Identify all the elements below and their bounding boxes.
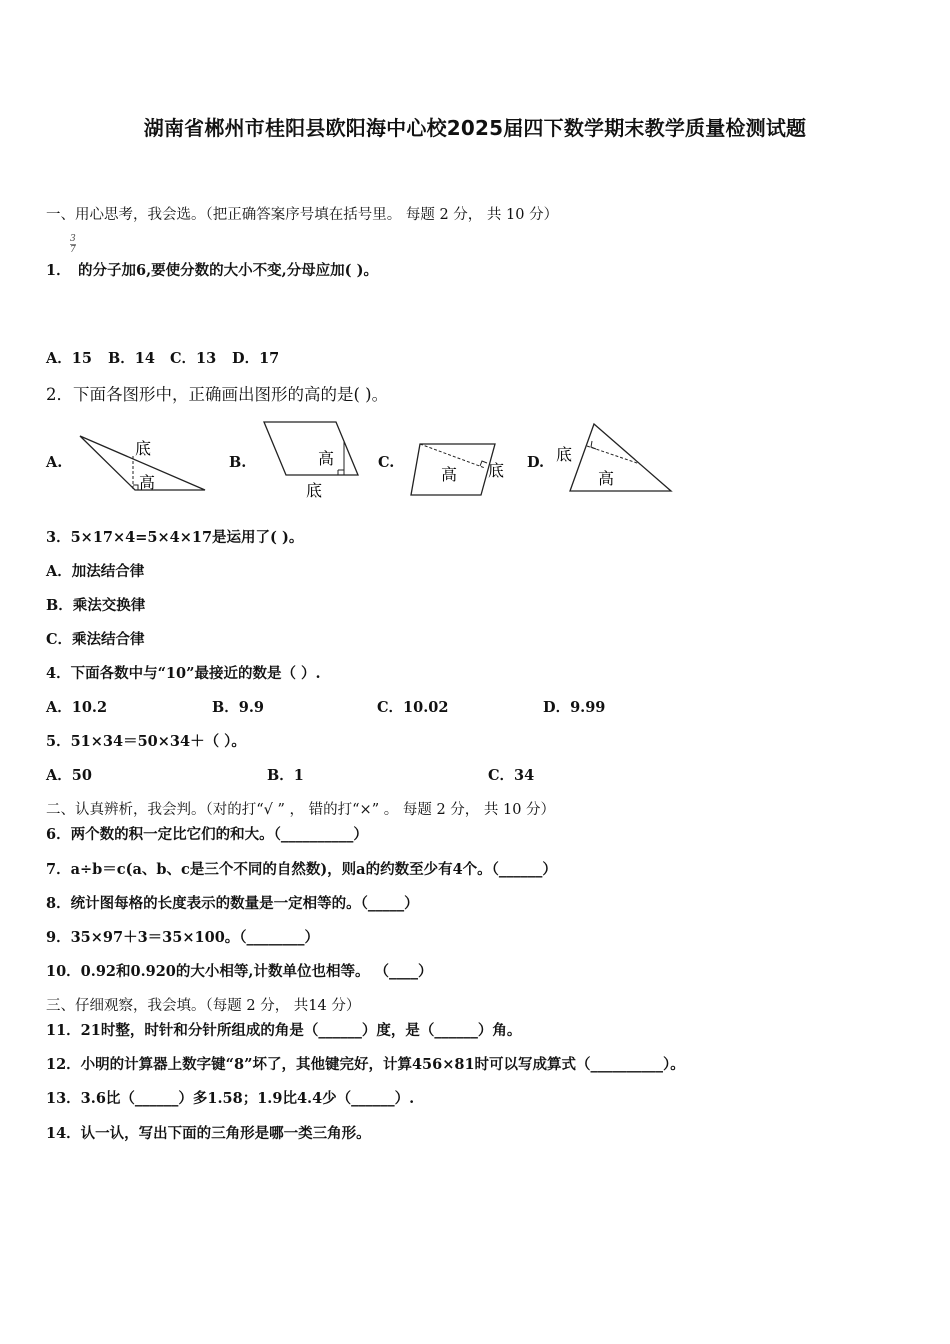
- q3-option-a: A．加法结合律: [46, 563, 145, 580]
- figure-d-base-label: 底: [556, 445, 573, 464]
- q4-option-c: C．10.02: [377, 699, 449, 716]
- figure-c-height-label: 高: [441, 465, 458, 484]
- question-9-text: 9．35×97＋3＝35×100。（________）: [46, 929, 320, 946]
- q1-option-c: C．13: [170, 350, 217, 367]
- q4-option-a: A．10.2: [46, 699, 108, 716]
- q4-option-d: D．9.99: [543, 699, 606, 716]
- question-11-text: 11．21时整，时针和分针所组成的角是（______）度，是（______）角。: [46, 1022, 522, 1039]
- q2-figure-d-triangle: [552, 420, 677, 498]
- figure-d-height-label: 高: [598, 469, 615, 488]
- question-13-text: 13．3.6比（______）多1.58；1.9比4.4少（______）.: [46, 1090, 415, 1107]
- q2-option-a-letter: A.: [46, 454, 63, 471]
- question-14-text: 14．认一认，写出下面的三角形是哪一类三角形。: [46, 1125, 371, 1142]
- question-6-text: 6．两个数的积一定比它们的和大。（__________）: [46, 826, 368, 843]
- question-3-text: 3．5×17×4=5×4×17是运用了( )。: [46, 529, 304, 546]
- question-2-text: 2．下面各图形中，正确画出图形的高的是( )。: [46, 385, 389, 404]
- q2-option-b-letter: B.: [229, 454, 247, 471]
- q1-option-d: D．17: [232, 350, 280, 367]
- q5-option-a: A．50: [46, 767, 92, 784]
- figure-a-height-label: 高: [139, 473, 156, 492]
- figure-a-base-label: 底: [135, 439, 152, 458]
- figure-b-height-label: 高: [318, 449, 335, 468]
- question-8-text: 8．统计图每格的长度表示的数量是一定相等的。（_____）: [46, 895, 419, 912]
- question-12-text: 12．小明的计算器上数字键“8”坏了，其他键完好，计算456×81时可以写成算式（__________）。: [46, 1056, 685, 1073]
- q2-figure-b-parallelogram: [258, 420, 368, 502]
- q5-option-c: C．34: [488, 767, 535, 784]
- q5-option-b: B．1: [267, 767, 304, 784]
- section-2-heading: 二、认真辨析，我会判。（对的打“√ ” ， 错的打“×” 。 每题 2 分， 共 10 分）: [46, 802, 556, 818]
- q2-figure-c-parallelogram: [405, 438, 515, 500]
- question-10-text: 10．0.92和0.920的大小相等,计数单位也相等。 （____）: [46, 963, 433, 980]
- section-1-heading: 一、用心思考，我会选。（把正确答案序号填在括号里。 每题 2 分， 共 10 分）: [46, 207, 559, 223]
- q1-option-b: B．14: [108, 350, 155, 367]
- figure-b-base-label: 底: [306, 481, 323, 500]
- q2-figure-a-triangle: [75, 430, 215, 496]
- question-1-number: 1．: [46, 262, 71, 279]
- q1-option-a: A．15: [46, 350, 92, 367]
- section-3-heading: 三、仔细观察，我会填。（每题 2 分， 共14 分）: [46, 998, 361, 1014]
- question-1-text: 的分子加6,要使分数的大小不变,分母应加( )。: [78, 262, 378, 279]
- fraction-numerator: 3: [70, 234, 76, 244]
- question-7-text: 7．a÷b＝c(a、b、c是三个不同的自然数)，则a的约数至少有4个。（______）: [46, 861, 557, 878]
- figure-c-base-label: 底: [488, 461, 505, 480]
- fraction-denominator: 7: [70, 245, 76, 255]
- q2-option-d-letter: D.: [527, 454, 545, 471]
- question-4-text: 4．下面各数中与“10”最接近的数是（ ）.: [46, 665, 321, 682]
- q4-option-b: B．9.9: [212, 699, 264, 716]
- page-title: 湖南省郴州市桂阳县欧阳海中心校2025届四下数学期末教学质量检测试题: [143, 116, 807, 140]
- q2-option-c-letter: C.: [378, 454, 395, 471]
- fraction-3-7: [70, 234, 76, 255]
- q3-option-c: C．乘法结合律: [46, 631, 145, 648]
- q3-option-b: B．乘法交换律: [46, 597, 146, 614]
- question-5-text: 5．51×34＝50×34＋（ ）。: [46, 733, 246, 750]
